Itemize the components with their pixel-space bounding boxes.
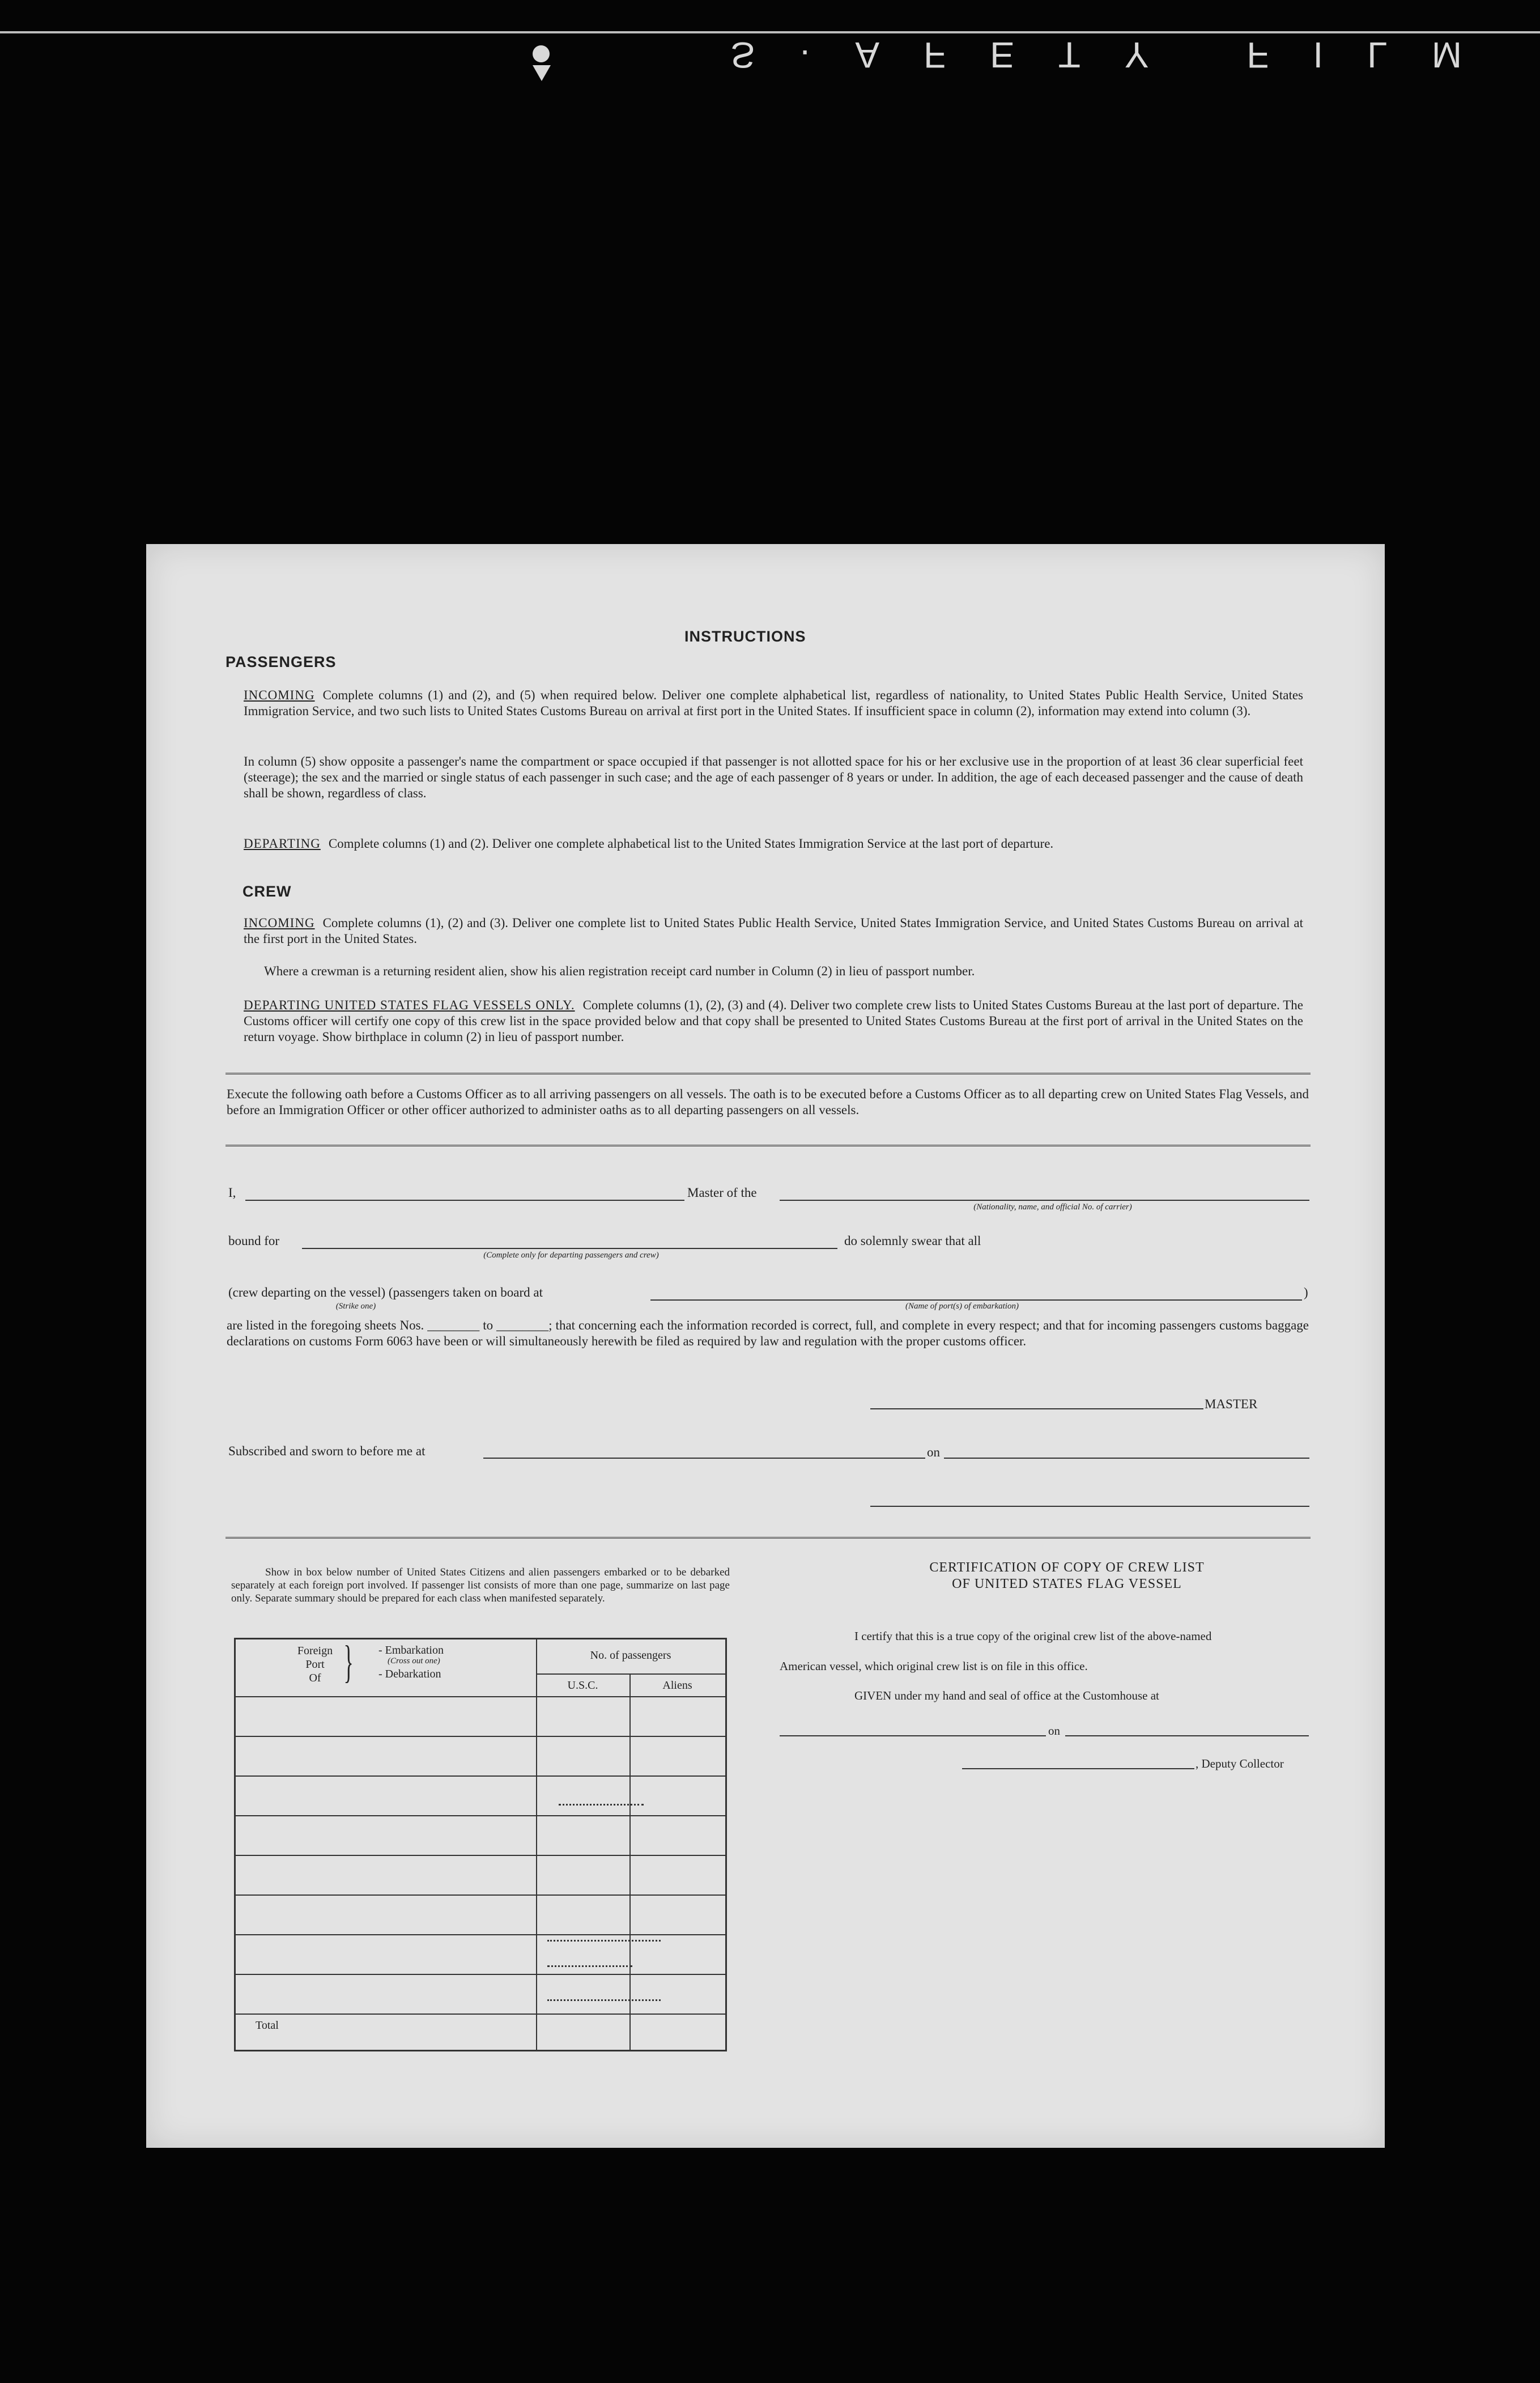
strike-caption: (Strike one) [335,1302,376,1311]
divider [226,1145,1311,1146]
row-divider [536,1673,725,1675]
summary-instructions: Show in box below number of United States Citizens and alien passengers embarked or to be debarked separately at each foreign port involved. If passenger list consists of more than one page, summarize on last page only. Separate summary should be prepared for each class when manifested separately. [231,1566,730,1604]
oath-instructions: Execute the following oath before a Customs Officer as to all arriving passengers on all vessels. The oath is to be executed before a Customs Officer as to all departing crew on United States Flag Vessels, and before an Immigration Officer or other officer authorized to administer oaths as to all departing passengers on all vessels. [227,1087,1309,1117]
film-edge [0,31,1540,33]
crew-departing-text: Complete columns (1), (2), (3) and (4). Deliver two complete crew lists to United States Customs Bureau at the last port of departure. The Customs officer will certify one copy of this crew list in the space provided below and that copy shall be presented to United States Customs Bureau at the first port of arrival in the United States on the return voyage. Show birthplace in column (2) in lieu of passport number. [244,998,1303,1044]
film-marks [533,45,567,70]
column5-paragraph: In column (5) show opposite a passenger's name the compartment or space occupied if that passenger is not allotted space for his or her exclusive use in the proportion of at least 36 clear superficial feet (steerage); the sex and the married or single status of each passenger in such case; and the age of each passenger of 8 years or under. In addition, the age of each deceased passenger and the cause of death shall be shown, regardless of class. [244,754,1303,800]
cert-title-1: CERTIFICATION OF COPY OF CREW LIST [929,1560,1205,1575]
row-divider [236,1934,725,1935]
master-signature-field[interactable] [870,1408,1203,1409]
column-divider [536,1639,537,2050]
cert-text-1: I certify that this is a true copy of the original crew list of the above-named [854,1629,1212,1643]
passengers-incoming-lead: INCOMING [244,688,315,702]
cert-given: GIVEN under my hand and seal of office at the Customhouse at [854,1689,1159,1702]
master-name-field[interactable] [245,1200,684,1201]
dotted-mark [559,1804,644,1806]
swear-label: do solemnly swear that all [844,1234,981,1248]
page-title: INSTRUCTIONS [684,628,806,645]
aliens-header: Aliens [662,1679,692,1692]
crew-resident-paragraph: Where a crewman is a returning resident alien, show his alien registration receipt card number in Column (2) in lieu of passport number. [264,964,975,978]
passengers-heading: PASSENGERS [226,653,337,670]
row-divider [236,1815,725,1816]
passengers-departing-paragraph [244,836,1303,852]
oath-listed-text: are listed in the foregoing sheets Nos. ________ to ________; that concerning each the information recorded is correct, full, and complete in every respect; and that for incoming passengers customs baggage declarations on customs Form 6063 have been or will simultaneously herewith be filed as required by law and regulation with the proper customs officer. [227,1318,1309,1348]
dotted-mark [547,1965,632,1967]
embarkation-option[interactable]: - Embarkation [378,1644,444,1656]
officer-signature-field[interactable] [870,1506,1309,1507]
row-divider [236,1974,725,1975]
row-divider [236,1894,725,1896]
row-divider [236,1775,725,1777]
passengers-incoming-text: Complete columns (1) and (2), and (5) when required below. Deliver one complete alphabetical list, regardless of nationality, to United States Public Health Service, United States Immigration Service, and two such lists to United States Customs Bureau on arrival at first port in the United States. If insufficient space in column (2), information may extend into column (3). [244,688,1303,718]
subscribed-label: Subscribed and sworn to before me at [228,1444,426,1458]
divider [226,1073,1311,1074]
passengers-departing-lead: DEPARTING [244,836,321,851]
dotted-mark [547,1999,661,2001]
ports-field[interactable] [650,1299,1302,1301]
customhouse-field[interactable] [780,1735,1046,1736]
crew-departing-paragraph [244,997,1303,1045]
crew-incoming-text: Complete columns (1), (2) and (3). Deliver one complete list to United States Public Health Service, United States Immigration Service, and United States Customs Bureau on arrival at the first port in the United States. [244,916,1303,946]
row-divider [236,1696,725,1697]
dotted-mark [547,1940,661,1942]
usc-header: U.S.C. [567,1679,598,1692]
cert-title-2: OF UNITED STATES FLAG VESSEL [952,1577,1182,1591]
departing-only-caption: (Complete only for departing passengers and crew) [483,1251,659,1260]
row-divider [236,1855,725,1856]
row-divider [236,1736,725,1737]
form-page [146,544,1385,2148]
foreign-port-label: Foreign Port Of [297,1645,333,1684]
ports-caption: (Name of port(s) of embarkation) [905,1302,1019,1311]
crew-incoming-lead: INCOMING [244,916,315,930]
bound-for-label: bound for [228,1234,280,1248]
crew-passengers-label: (crew departing on the vessel) (passengers taken on board at [228,1285,543,1299]
column-divider [629,1673,631,2050]
cert-on-label: on [1048,1724,1060,1738]
passengers-departing-text: Complete columns (1) and (2). Deliver one complete alphabetical list to the United States Immigration Service at the last port of departure. [328,836,1054,851]
master-label: MASTER [1205,1397,1258,1411]
cross-out-note: (Cross out one) [388,1656,440,1666]
debarkation-option[interactable]: - Debarkation [378,1668,441,1680]
cert-date-field[interactable] [1065,1735,1309,1736]
divider [226,1537,1311,1539]
bound-for-field[interactable] [302,1248,837,1249]
row-divider [236,2014,725,2015]
total-label: Total [256,2019,279,2032]
brace: } [343,1637,354,1687]
master-of-label: Master of the [687,1186,757,1200]
passengers-incoming-paragraph [244,687,1303,719]
deputy-signature-field[interactable] [962,1768,1194,1769]
sworn-place-field[interactable] [483,1458,925,1459]
sworn-date-field[interactable] [944,1458,1309,1459]
film-header-text: S·AFETY FILM [730,35,1506,75]
no-of-passengers-header: No. of passengers [590,1649,671,1662]
close-paren: ) [1304,1285,1308,1299]
nationality-caption: (Nationality, name, and official No. of carrier) [973,1203,1132,1212]
sworn-on-label: on [927,1445,940,1459]
crew-departing-lead: DEPARTING UNITED STATES FLAG VESSELS ONLY. [244,998,575,1012]
cert-text-2: American vessel, which original crew list is on file in this office. [780,1659,1088,1673]
crew-heading: CREW [243,883,292,900]
deputy-collector-label: , Deputy Collector [1196,1757,1284,1770]
crew-incoming-paragraph [244,915,1303,947]
carrier-field[interactable] [780,1200,1309,1201]
passenger-summary-table [234,1638,727,2051]
oath-i-label: I, [228,1186,236,1200]
